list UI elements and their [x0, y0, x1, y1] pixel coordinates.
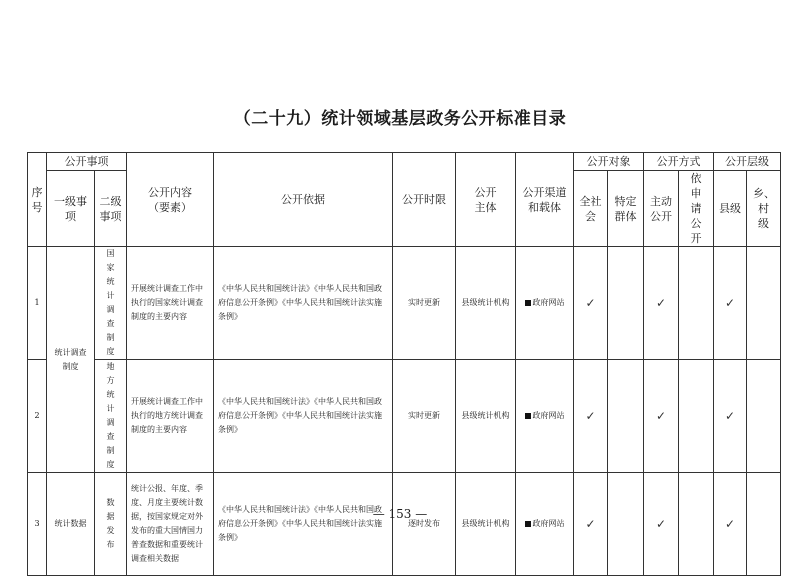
- cell-basis: 《中华人民共和国统计法》《中华人民共和国政府信息公开条例》《中华人民共和国统计法实施条例》: [214, 360, 393, 473]
- header-level-town: 乡、村级: [747, 171, 781, 247]
- cell-subject: 县级统计机构: [456, 473, 516, 576]
- cell-seq: 3: [28, 473, 47, 576]
- cell-subject: 县级统计机构: [456, 247, 516, 360]
- cell-target-specific: [608, 247, 644, 360]
- cell-target-all: ✓: [574, 247, 608, 360]
- header-channel: 公开渠道和载体: [516, 153, 574, 247]
- table-row: [28, 473, 781, 576]
- cell-level2: 国家统计调查制度: [95, 247, 127, 360]
- header-method-active: 主动公开: [644, 171, 679, 247]
- cell-basis: 《中华人民共和国统计法》《中华人民共和国政府信息公开条例》《中华人民共和国统计法实施条例》: [214, 473, 393, 576]
- cell-basis: 《中华人民共和国统计法》《中华人民共和国政府信息公开条例》《中华人民共和国统计法实施条例》: [214, 247, 393, 360]
- cell-level-town: [747, 247, 781, 360]
- cell-time-limit: 实时更新: [393, 360, 456, 473]
- cell-method-active: ✓: [644, 247, 679, 360]
- header-content: 公开内容（要素）: [127, 153, 214, 247]
- cell-subject: 县级统计机构: [456, 360, 516, 473]
- cell-level-county: ✓: [714, 247, 747, 360]
- channel-label: 政府网站: [532, 519, 565, 528]
- cell-time-limit: 逐时发布: [393, 473, 456, 576]
- channel-label: 政府网站: [532, 411, 565, 420]
- header-time-limit: 公开时限: [393, 153, 456, 247]
- square-bullet-icon: [525, 300, 531, 306]
- table-row: [28, 247, 781, 360]
- channel-label: 政府网站: [532, 298, 565, 307]
- header-seq: 序号: [28, 153, 47, 247]
- cell-target-specific: [608, 473, 644, 576]
- cell-seq: 2: [28, 360, 47, 473]
- square-bullet-icon: [525, 521, 531, 527]
- table-row: [28, 360, 781, 473]
- cell-target-specific: [608, 360, 644, 473]
- header-matter-group: 公开事项: [47, 153, 127, 171]
- cell-channel: [516, 473, 574, 576]
- cell-target-all: ✓: [574, 473, 608, 576]
- cell-level-county: ✓: [714, 360, 747, 473]
- cell-level-town: [747, 473, 781, 576]
- cell-level2: 数据发布: [95, 473, 127, 576]
- page-number: — 153 —: [372, 507, 428, 521]
- cell-channel: [516, 360, 574, 473]
- square-bullet-icon: [525, 413, 531, 419]
- header-target-specific: 特定群体: [608, 171, 644, 247]
- header-method-request: 依申请公开: [679, 171, 714, 247]
- header-target-all: 全社会: [574, 171, 608, 247]
- cell-method-request: [679, 247, 714, 360]
- cell-channel: [516, 247, 574, 360]
- header-target-group: 公开对象: [574, 153, 644, 171]
- header-subject: 公开主体: [456, 153, 516, 247]
- header-method-group: 公开方式: [644, 153, 714, 171]
- cell-level1: 统计调查制度: [47, 247, 95, 473]
- cell-method-active: ✓: [644, 473, 679, 576]
- cell-method-active: ✓: [644, 360, 679, 473]
- header-row-top: [28, 153, 781, 171]
- cell-content: 统计公报、年度、季度、月度主要统计数据，按国家规定对外发布的重大国情国力普查数据和重要统计调查相关数据: [127, 473, 214, 576]
- cell-level1: 统计数据: [47, 473, 95, 576]
- cell-level-county: ✓: [714, 473, 747, 576]
- cell-seq: 1: [28, 247, 47, 360]
- page-title: （二十九）统计领域基层政务公开标准目录: [233, 109, 567, 129]
- cell-method-request: [679, 473, 714, 576]
- cell-level2: 地方统计调查制度: [95, 360, 127, 473]
- cell-time-limit: 实时更新: [393, 247, 456, 360]
- header-level2: 二级事项: [95, 171, 127, 247]
- header-level-county: 县级: [714, 171, 747, 247]
- cell-content: 开展统计调查工作中执行的地方统计调查制度的主要内容: [127, 360, 214, 473]
- cell-method-request: [679, 360, 714, 473]
- cell-target-all: ✓: [574, 360, 608, 473]
- header-basis: 公开依据: [214, 153, 393, 247]
- header-level-group: 公开层级: [714, 153, 781, 171]
- cell-content: 开展统计调查工作中执行的国家统计调查制度的主要内容: [127, 247, 214, 360]
- header-level1: 一级事项: [47, 171, 95, 247]
- cell-level-town: [747, 360, 781, 473]
